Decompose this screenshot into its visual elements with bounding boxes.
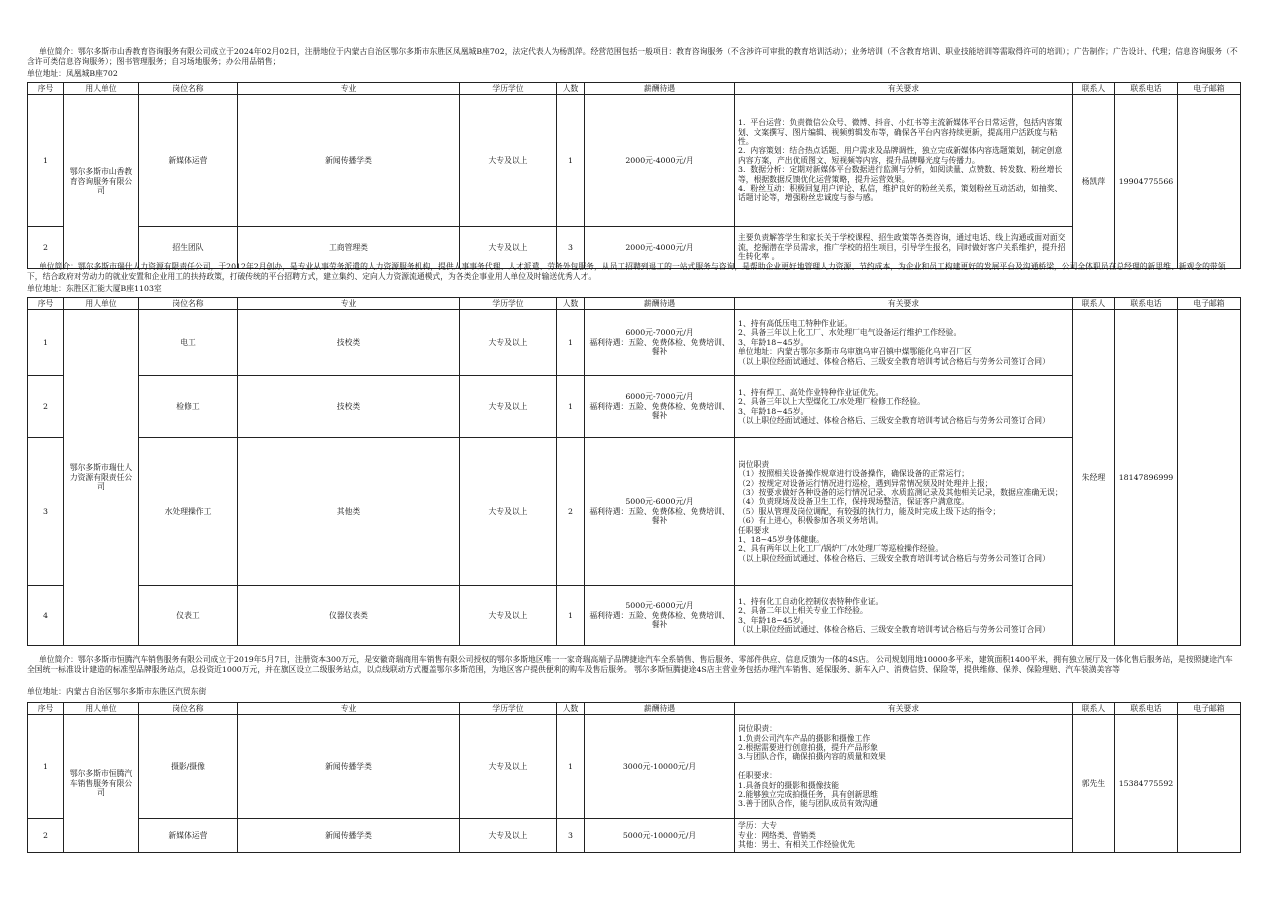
col-header-phone: 联系电话 [1115,703,1178,715]
col-header-major: 专业 [238,298,460,310]
col-header-count: 人数 [557,298,585,310]
col-header-requirements: 有关要求 [735,298,1073,310]
row-no: 3 [28,438,64,586]
company-name: 鄂尔多斯市恒腾汽车销售服务有限公司 [64,715,139,853]
headcount: 1 [557,376,585,438]
col-header-salary: 薪酬待遇 [585,298,735,310]
table-row [28,376,1241,438]
col-header-requirements: 有关要求 [735,703,1073,715]
company-name: 鄂尔多斯市瑞仕人力资源有限责任公司 [64,310,139,646]
major: 技校类 [238,376,460,438]
row-no: 2 [28,376,64,438]
requirements: 岗位职责 （1）按照相关设备操作规章进行设备操作，确保设备的正常运行； （2）按规定对设备运行情况进行巡检，遇到异常情况须及时处理并上报； （3）按要求做好各种设备的运行情况记录、水质监测记录及其他相关记录，数据应准确无误； （4）负责现场及设备卫生工作，保持现场整洁，保证客户满意度。 （5）服从管理及岗位调配，有较强的执行力，能及时完成上级下达的指令； （6）有上进心，积极参加各项义务培训。 任职要求 1、18~45岁身体健康。 2、具有两年以上化工厂/锅炉厂/水处理厂等巡检操作经验。 （以上职位经面试通过、体检合格后、三级安全教育培训考试合格后与劳务公司签订合同） [735,438,1073,586]
col-header-education: 学历学位 [460,83,557,95]
col-header-position: 岗位名称 [139,298,238,310]
position-name: 检修工 [139,376,238,438]
col-header-count: 人数 [557,83,585,95]
salary: 5000元-6000元/月 福利待遇：五险、免费体检、免费培训、餐补 [585,438,735,586]
table-row [28,715,1241,819]
company-intro: 单位简介：鄂尔多斯市瑞仕人力资源有限责任公司，于2012年2月创办，是专业从事劳务派遣的人力资源服务机构，提供人事事务代理、人才派遣、劳务外包服务，从员工招聘到退工的一站式服务与咨询，是帮助企业更好地管理人力资源、节约成本，为企业和员工构建更好的发展平台及沟通桥梁，公司全体职员在总经理的新思维、新观念的带领下，结合政府对劳动力的就业安置和企业用工的扶持政策，打破传统的平台招聘方式，建立集约、定向人力资源流通模式，为各类企事业用人单位及时输送优秀人才。 [27,262,1226,281]
major: 其他类 [238,438,460,586]
requirements: 岗位职责： 1.负责公司汽车产品的摄影和摄像工作 2.根据需要进行创意拍摄，提升产品形象 3.与团队合作，确保拍摄内容的质量和效果 任职要求： 1.具备良好的摄影和摄像技能 2.能够独立完成拍摄任务，具有创新思维 3.善于团队合作，能与团队成员有效沟通 [735,715,1073,819]
position-name: 电工 [139,310,238,376]
col-header-salary: 薪酬待遇 [585,83,735,95]
row-no: 2 [28,227,64,269]
col-header-contact: 联系人 [1073,83,1115,95]
col-header-position: 岗位名称 [139,703,238,715]
contact-person: 杨凯萍 [1073,95,1115,269]
table-header [28,703,1241,715]
salary: 6000元-7000元/月 福利待遇：五险、免费体检、免费培训、餐补 [585,376,735,438]
education: 大专及以上 [460,438,557,586]
major: 工商管理类 [238,227,460,269]
position-name: 仪表工 [139,586,238,646]
requirements: 1. 平台运营：负责微信公众号、微博、抖音、小红书等主流新媒体平台日常运营，包括内容策划、文案撰写、图片编辑、视频剪辑发布等，确保各平台内容持续更新，提高用户活跃度与粘性。 2. 内容策划：结合热点话题、用户需求及品牌调性，独立完成新媒体内容选题策划，制定创意内容方案，产出优质图文、短视频等内容，提升品牌曝光度与传播力。 3. 数据分析：定期对新媒体平台数据进行监测与分析，如阅读量、点赞数、转发数、粉丝增长等，根据数据反馈优化运营策略，提升运营效果。 4. 粉丝互动：积极回复用户评论、私信，维护良好的粉丝关系，策划粉丝互动活动，如抽奖、话题讨论等，增强粉丝忠诚度与参与感。 [735,95,1073,227]
education: 大专及以上 [460,376,557,438]
col-header-no: 序号 [28,298,64,310]
salary: 2000元-4000元/月 [585,95,735,227]
contact-person: 朱经理 [1073,310,1115,646]
col-header-company: 用人单位 [64,83,139,95]
headcount: 1 [557,95,585,227]
position-name: 新媒体运营 [139,95,238,227]
position-name: 摄影/摄像 [139,715,238,819]
job-table [27,297,1241,646]
position-name: 水处理操作工 [139,438,238,586]
table-row [28,819,1241,853]
table-header [28,83,1241,95]
col-header-no: 序号 [28,83,64,95]
col-header-education: 学历学位 [460,703,557,715]
contact-phone: 19904775566 [1115,95,1178,269]
job-table [27,82,1241,269]
col-header-company: 用人单位 [64,703,139,715]
education: 大专及以上 [460,715,557,819]
col-header-company: 用人单位 [64,298,139,310]
headcount: 1 [557,310,585,376]
company-name: 鄂尔多斯市山香教育咨询服务有限公司 [64,95,139,269]
contact-phone: 18147896999 [1115,310,1178,646]
salary: 6000元-7000元/月 福利待遇：五险、免费体检、免费培训、餐补 [585,310,735,376]
requirements: 主要负责解答学生和家长关于学校课程、招生政策等各类咨询，通过电话、线上沟通或面对面交流，挖掘潜在学员需求，推广学校的招生项目，引导学生报名，同时做好客户关系维护，提升招生转化率 。 [735,227,1073,269]
company-address: 单位地址：东胜区汇能大厦B座1103室 [27,284,162,293]
contact-email [1178,715,1241,853]
col-header-major: 专业 [238,83,460,95]
row-no: 2 [28,819,64,853]
company-intro: 单位简介：鄂尔多斯市恒腾汽车销售服务有限公司成立于2019年5月7日，注册资本300万元，是安徽奇瑞商用车销售有限公司授权的鄂尔多斯地区唯一一家奇瑞高端子品牌捷途汽车全系销售、售后服务、零部件供应、信息反馈为一体的4S店。 公司规划用地10000多平米，建筑面积1400平米，拥有独立展厅及一体化售后服务站，是按照捷途汽车全国统一标准设计建造的标准型品牌服务站点，总投资近1000万元，并在旗区设立二级服务站点，以点线联动方式覆盖鄂尔多斯范围，为地区客户提供便利的购车及售后服务。 鄂尔多斯恒腾捷途4S店主营业务包括办理汽车销售、延保服务、新车入户、消费信贷、保险等，提供维修、保养、保险理赔、汽车装潢美容等 [27,655,1233,674]
position-name: 新媒体运营 [139,819,238,853]
major: 新闻传播学类 [238,715,460,819]
contact-person: 郭先生 [1073,715,1115,853]
table-row [28,95,1241,227]
col-header-count: 人数 [557,703,585,715]
headcount: 1 [557,715,585,819]
col-header-major: 专业 [238,703,460,715]
col-header-no: 序号 [28,703,64,715]
company-address: 单位地址：凤凰城B座702 [27,69,118,78]
salary: 2000元-4000元/月 [585,227,735,269]
col-header-contact: 联系人 [1073,298,1115,310]
requirements: 1、持有高低压电工特种作业证。 2、具备三年以上化工厂、水处理厂电气设备运行维护工作经验。 3、年龄18~45岁。 单位地址：内蒙古鄂尔多斯市乌审旗乌审召镇中煤鄂能化乌审召厂区 （以上职位经面试通过、体检合格后、三级安全教育培训考试合格后与劳务公司签订合同） [735,310,1073,376]
company-intro: 单位简介：鄂尔多斯市山香教育咨询服务有限公司成立于2024年02月02日，注册地位于内蒙古自治区鄂尔多斯市东胜区凤凰城B座702，法定代表人为杨凯萍。经营范围包括一般项目：教育咨询服务（不含涉许可审批的教育培训活动）；业务培训（不含教育培训、职业技能培训等需取得许可的培训）；广告制作；广告设计、代理；信息咨询服务（不含许可类信息咨询服务）；图书管理服务；自习场地服务；办公用品销售； [27,47,1238,66]
table-row [28,310,1241,376]
col-header-requirements: 有关要求 [735,83,1073,95]
headcount: 3 [557,227,585,269]
headcount: 1 [557,586,585,646]
row-no: 1 [28,95,64,227]
col-header-email: 电子邮箱 [1178,298,1241,310]
headcount: 3 [557,819,585,853]
major: 新闻传播学类 [238,819,460,853]
major: 技校类 [238,310,460,376]
job-table [27,702,1241,853]
major: 新闻传播学类 [238,95,460,227]
requirements: 学历：大专 专业：网络类、营销类 其他：男士、有相关工作经验优先 [735,819,1073,853]
row-no: 4 [28,586,64,646]
company-address: 单位地址：内蒙古自治区鄂尔多斯市东胜区汽贸东街 [27,687,207,696]
col-header-email: 电子邮箱 [1178,83,1241,95]
salary: 5000元-10000元/月 [585,819,735,853]
position-name: 招生团队 [139,227,238,269]
salary: 5000元-6000元/月 福利待遇：五险、免费体检、免费培训、餐补 [585,586,735,646]
table-row [28,586,1241,646]
education: 大专及以上 [460,95,557,227]
row-no: 1 [28,715,64,819]
headcount: 2 [557,438,585,586]
col-header-phone: 联系电话 [1115,298,1178,310]
col-header-email: 电子邮箱 [1178,703,1241,715]
requirements: 1、持有焊工、高处作业特种作业证优先。 2、具备三年以上大型煤化工/水处理厂检修工作经验。 3、年龄18~45岁。 （以上职位经面试通过、体检合格后、三级安全教育培训考试合格后与劳务公司签订合同） [735,376,1073,438]
education: 大专及以上 [460,227,557,269]
education: 大专及以上 [460,310,557,376]
contact-email [1178,95,1241,269]
row-no: 1 [28,310,64,376]
contact-phone: 15384775592 [1115,715,1178,853]
salary: 3000元-10000元/月 [585,715,735,819]
col-header-salary: 薪酬待遇 [585,703,735,715]
col-header-education: 学历学位 [460,298,557,310]
col-header-position: 岗位名称 [139,83,238,95]
requirements: 1、持有化工自动化控制仪表特种作业证。 2、具备二年以上相关专业工作经验。 3、年龄18~45岁。 （以上职位经面试通过、体检合格后、三级安全教育培训考试合格后与劳务公司签订合同） [735,586,1073,646]
major: 仪器仪表类 [238,586,460,646]
table-row [28,438,1241,586]
education: 大专及以上 [460,819,557,853]
education: 大专及以上 [460,586,557,646]
col-header-phone: 联系电话 [1115,83,1178,95]
table-header [28,298,1241,310]
col-header-contact: 联系人 [1073,703,1115,715]
contact-email [1178,310,1241,646]
